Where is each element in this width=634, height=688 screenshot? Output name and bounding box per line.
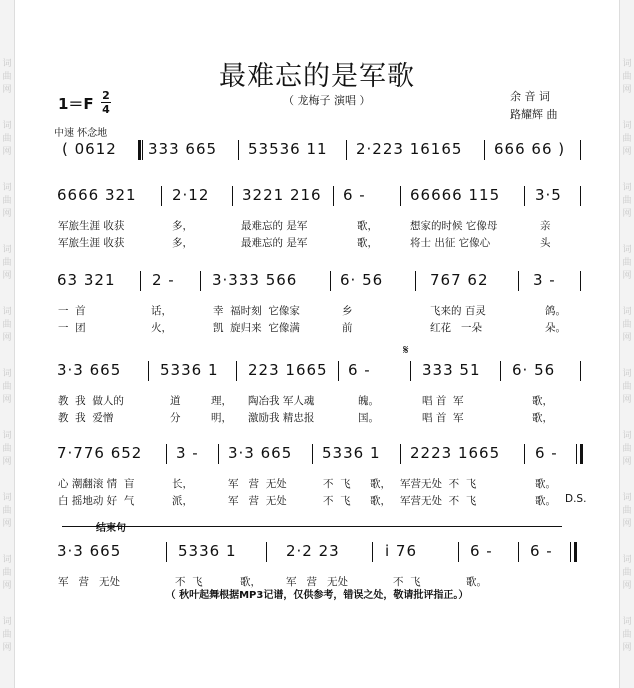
bar-line [400,186,401,206]
bar-line [346,140,347,160]
bar-line [312,444,313,464]
lyric-word: 军营无处 不 飞 [400,495,477,507]
watermark-char: 词 [622,307,632,317]
note-group: 2·2 23 [286,542,340,560]
note-group: 66666 115 [410,186,501,204]
time-signature-top: 2 [102,89,110,102]
bar-line [236,361,237,381]
bar-line [524,186,525,206]
watermark-char: 词 [2,183,12,193]
note-group: 6 - [530,542,553,560]
note-group: i 76 [385,542,418,560]
lyric-line [0,393,634,407]
lyric-word: 军营无处 不 飞 [400,478,477,490]
note-group: 333 665 [148,140,218,158]
lyric-word: 乡 [342,305,353,317]
note-group: 333 51 [422,361,481,379]
watermark-char: 网 [622,395,632,405]
note-group: 6 - [343,186,366,204]
ending-label: 结束句 [96,523,126,534]
watermark-char: 网 [2,643,12,653]
watermark-char: 词 [622,617,632,627]
lyric-word: 鸽。 [545,305,566,317]
watermark-char: 网 [2,209,12,219]
lyric-word: 歌， [240,576,261,588]
watermark-char: 曲 [622,320,632,330]
lyric-word: 长， [172,478,193,490]
bar-line [140,271,141,291]
lyric-word: 最难忘的 是军 [241,220,308,232]
lyric-word: 不 飞 [323,478,351,490]
watermark-char: 网 [622,147,632,157]
note-group: 6 - [535,444,558,462]
bar-line [458,542,459,562]
lyric-word: 不 飞 [175,576,203,588]
time-signature-bottom: 4 [102,103,110,116]
lyric-word: 军 营 无处 [286,576,349,588]
bar-line [200,271,201,291]
watermark-char: 曲 [2,72,12,82]
watermark-char: 网 [2,333,12,343]
watermark-char: 曲 [2,320,12,330]
watermark-char: 词 [2,307,12,317]
lyric-word: 军 营 无处 [228,478,287,490]
watermark-char: 曲 [622,444,632,454]
lyric-word: 一 团 [58,322,86,334]
watermark-char: 曲 [622,382,632,392]
lyric-word: 将士 出征 它像心 [410,237,491,249]
note-group: 53536 11 [248,140,328,158]
bar-line [338,361,339,381]
note-group: 2·12 [172,186,210,204]
key-signature: 1＝F [58,95,94,113]
time-signature [101,90,111,115]
lyric-word: 明， [211,412,232,424]
watermark-char: 网 [2,271,12,281]
lyric-line [0,235,634,249]
bar-line [333,186,334,206]
watermark-char: 网 [2,581,12,591]
lyric-word: 心 潮翻滚 情 盲 [58,478,135,490]
lyric-word: 军 营 无处 [58,576,121,588]
composer-credit: 路耀辉 曲 [510,108,558,121]
watermark-char: 曲 [2,630,12,640]
note-group: 3·3 665 [57,542,122,560]
lyric-word: 国。 [358,412,379,424]
watermark-char: 曲 [622,568,632,578]
ending-bracket [62,526,562,527]
note-group: 3 - [176,444,199,462]
bar-line [166,542,167,562]
singer-credit: （ 龙梅子 演唱 ） [283,94,371,107]
lyric-word: 歌， [532,412,553,424]
bar-line [524,444,525,464]
bar-line [580,444,583,464]
bar-line [500,361,501,381]
lyric-word: 教 我 做人的 [58,395,124,407]
note-group: 2223 1665 [410,444,501,462]
bar-line [576,444,577,464]
note-group: 3·5 [535,186,562,204]
watermark-char: 曲 [622,134,632,144]
watermark-char: 网 [622,271,632,281]
lyric-word: 歌。 [535,495,556,507]
note-group: 3·3 665 [228,444,293,462]
score-row [0,140,634,164]
lyric-word: 军旅生涯 收获 [58,237,125,249]
watermark-char: 网 [2,457,12,467]
note-group: 3221 216 [242,186,322,204]
note-group: 3 - [533,271,556,289]
lyric-word: 激励我 精忠报 [248,412,315,424]
lyric-word: 飞来的 百灵 [430,305,486,317]
lyric-word: 白 摇地动 好 气 [58,495,135,507]
note-group: 5336 1 [322,444,381,462]
lyric-word: 理， [211,395,232,407]
lyric-word: 最难忘的 是军 [241,237,308,249]
watermark-char: 词 [622,245,632,255]
score-row [0,444,634,468]
bar-line [138,140,141,160]
watermark-char: 词 [2,493,12,503]
tempo-marking: 中速 怀念地 [54,128,108,139]
lyric-word: 多， [172,220,193,232]
bar-line [166,444,167,464]
watermark-char: 曲 [2,134,12,144]
note-group: 3·3 665 [57,361,122,379]
note-group: 6· 56 [512,361,556,379]
watermark-char: 网 [622,457,632,467]
watermark-char: 词 [622,493,632,503]
lyric-line [0,476,634,490]
watermark-char: 词 [622,555,632,565]
lyric-word: D.S. [565,493,587,505]
lyric-line [0,218,634,232]
lyric-word: 歌， [357,237,378,249]
watermark-char: 词 [2,431,12,441]
bar-line [570,542,571,562]
lyric-line [0,303,634,317]
watermark-char: 词 [2,555,12,565]
lyric-word: 亲 [540,220,551,232]
bar-line [518,271,519,291]
watermark-char: 曲 [2,444,12,454]
note-group: 6 - [470,542,493,560]
lyric-word: 火， [151,322,172,334]
watermark-char: 词 [2,369,12,379]
watermark-char: 词 [622,59,632,69]
watermark-char: 曲 [622,506,632,516]
lyric-word: 头 [540,237,551,249]
score-row [0,542,634,566]
lyric-word: 凯 旋归来 它像满 [213,322,300,334]
note-group: 223 1665 [248,361,328,379]
lyric-word: 幸 福时刻 它像家 [213,305,300,317]
watermark-char: 网 [2,395,12,405]
lyric-word: 多， [172,237,193,249]
bar-line [574,542,577,562]
bar-line [415,271,416,291]
lyric-word: 道 [170,395,181,407]
watermark-char: 网 [2,85,12,95]
bar-line [148,361,149,381]
bar-line [410,361,411,381]
watermark-char: 网 [622,333,632,343]
transcriber-note: （ 秋叶起舞根据MP3记谱，仅供参考，错误之处，敬请批评指正。） [165,590,469,601]
lyric-word: 魄。 [358,395,379,407]
lyric-word: 歌， [532,395,553,407]
song-title: 最难忘的是军歌 [219,61,415,92]
watermark-char: 词 [622,121,632,131]
watermark-char: 曲 [2,258,12,268]
watermark-char: 网 [622,85,632,95]
lyric-word: 军 营 无处 [228,495,287,507]
watermark-char: 网 [622,643,632,653]
bar-line [580,361,581,381]
note-group: 6 - [348,361,371,379]
lyric-word: 前 [342,322,353,334]
lyric-line [0,410,634,424]
watermark-char: 网 [622,209,632,219]
lyric-word: 朵。 [545,322,566,334]
bar-line [580,271,581,291]
watermark-char: 曲 [2,382,12,392]
bar-line [580,140,581,160]
watermark-char: 网 [2,519,12,529]
lyric-word: 唱 首 军 [422,412,464,424]
watermark-char: 词 [2,59,12,69]
note-group: 2 - [152,271,175,289]
watermark-char: 网 [622,581,632,591]
bar-line [518,542,519,562]
note-group: 6· 56 [340,271,384,289]
lyric-word: 歌， [370,478,391,490]
watermark-char: 曲 [2,568,12,578]
score-row [0,186,634,210]
watermark-char: 曲 [622,72,632,82]
lyric-word: 一 首 [58,305,86,317]
bar-line [161,186,162,206]
bar-line [330,271,331,291]
bar-line [580,186,581,206]
score-row [0,271,634,295]
note-group: 5336 1 [178,542,237,560]
segno-mark: 𝄋 [403,343,409,358]
bar-line [484,140,485,160]
watermark-char: 词 [2,617,12,627]
watermark-char: 曲 [622,630,632,640]
note-group: 63 321 [57,271,116,289]
bar-line [142,140,143,160]
bar-line [266,542,267,562]
note-group: 6666 321 [57,186,137,204]
watermark-char: 曲 [2,506,12,516]
lyric-word: 歌， [357,220,378,232]
watermark-char: 网 [2,147,12,157]
note-group: 3·333 566 [212,271,298,289]
lyric-word: 红花 一朵 [430,322,483,334]
bar-line [232,186,233,206]
lyric-line [0,320,634,334]
lyric-word: 不 飞 [393,576,421,588]
watermark-char: 网 [622,519,632,529]
lyric-line [0,493,634,507]
watermark-char: 词 [622,431,632,441]
lyric-word: 教 我 爱憎 [58,412,114,424]
bar-line [218,444,219,464]
lyric-word: 歌。 [535,478,556,490]
note-group: 7·776 652 [57,444,143,462]
lyricist-credit: 余 音 词 [510,90,550,103]
watermark-char: 曲 [622,258,632,268]
lyric-word: 分 [170,412,181,424]
watermark-char: 词 [622,183,632,193]
score-row [0,361,634,385]
lyric-word: 唱 首 军 [422,395,464,407]
lyric-word: 军旅生涯 收获 [58,220,125,232]
note-group: 666 66 ) [494,140,566,158]
lyric-word: 想家的时候 它像母 [410,220,498,232]
note-group: ( 0612 [62,140,117,158]
watermark-char: 曲 [2,196,12,206]
lyric-word: 歌， [370,495,391,507]
lyric-word: 歌。 [466,576,487,588]
note-group: 5336 1 [160,361,219,379]
watermark-char: 词 [2,121,12,131]
bar-line [372,542,373,562]
lyric-word: 话， [151,305,172,317]
watermark-char: 曲 [622,196,632,206]
lyric-word: 不 飞 [323,495,351,507]
bar-line [400,444,401,464]
watermark-char: 词 [622,369,632,379]
lyric-word: 派， [172,495,193,507]
note-group: 2·223 16165 [356,140,463,158]
bar-line [238,140,239,160]
lyric-word: 陶冶我 军人魂 [248,395,315,407]
watermark-char: 词 [2,245,12,255]
note-group: 767 62 [430,271,489,289]
